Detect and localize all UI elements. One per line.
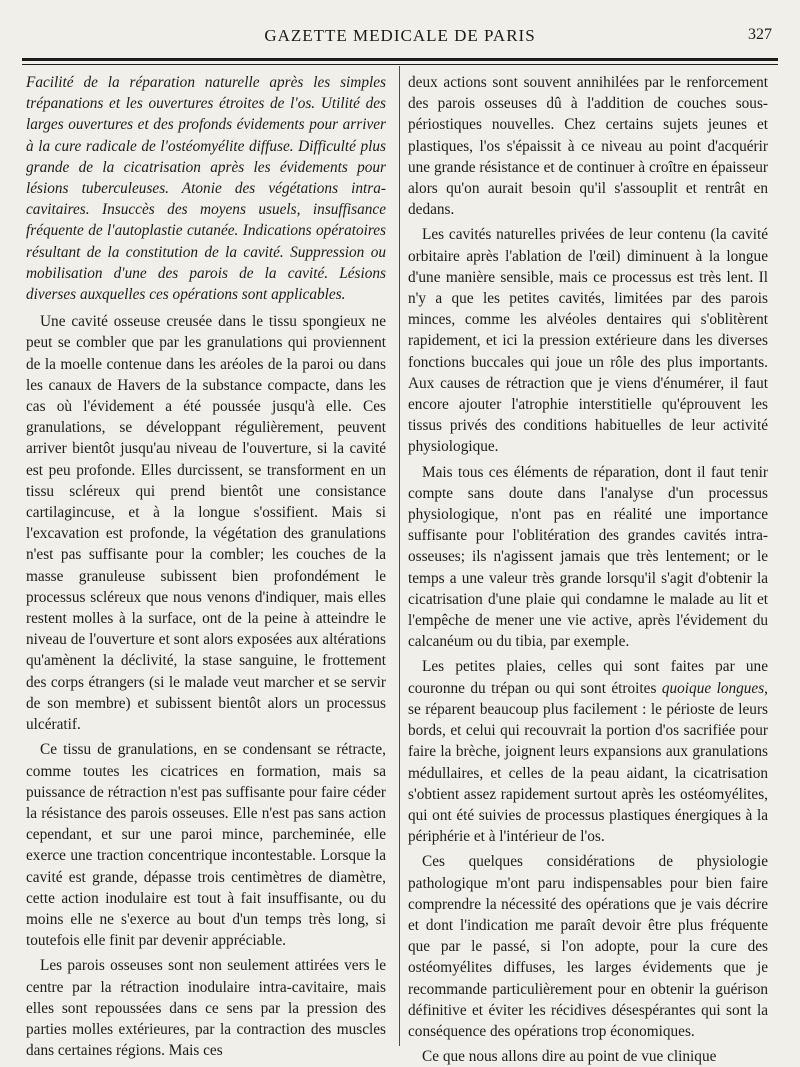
body-paragraph: Les parois osseuses sont non seulement attirées vers le centre par la rétraction inodulaire intra-cavitaire, mais elles sont repoussées dans ce sens par la pression des parties molles extérieures, par la contraction des muscles dans certaines régions. Mais ces (26, 957, 386, 1060)
italic-phrase: quoique longues (661, 679, 765, 697)
left-column (26, 72, 386, 1060)
section-summary: Facilité de la réparation naturelle après les simples trépanations et les ouvertures étroites de l'os. Utilité des larges ouvertures et des profonds évidements pour arriver à la cure radicale de l'ostéomyélite diffuse. Difficulté plus grande de la cicatrisation après les évidements pour lésions tuberculeuses. Atonie des végétations intra-cavitaires. Insuccès des moyens usuels, insuffisance fréquente de l'autoplastie cutanée. Indications opératoires résultant de la constitution de la cavité. Suppression ou mobilisation d'une des parois de la cavité. Lésions diverses auxquelles ces opérations sont applicables. (26, 74, 386, 304)
paragraph-text: , se réparent beaucoup plus facilement : le périoste de leurs bords, et celui qui recouvrait la portion d'os sacrifiée pour faire la brèche, joignent leurs expansions aux granulations médullaires, et celles de la peau aidant, la cicatrisation s'obtient assez rapidement surtout après les ostéomyélites, qui ont été suivies de processus plastiques énergiques à la périphérie et à l'intérieur de l'os. (408, 679, 768, 846)
body-paragraph (408, 656, 768, 847)
body-paragraph: Mais tous ces éléments de réparation, dont il faut tenir compte sans doute dans l'analyse d'un processus physiologique, n'ont pas en réalité une importance suffisante pour l'oblitération des grandes cavités intra-osseuses; ils n'agissent jamais que très lentement; or le temps a une valeur très grande lorsqu'il s'agit d'obtenir la cicatrisation d'une plaie qui condamne le malade au lit et l'empêche de mener une vie active, après l'évidement du calcanéum ou du tibia, par exemple. (408, 463, 768, 651)
header-rule-thick (22, 58, 778, 61)
running-header (20, 26, 780, 50)
right-column (408, 72, 768, 1066)
journal-title: GAZETTE MEDICALE DE PARIS (264, 26, 536, 45)
body-paragraph: Une cavité osseuse creusée dans le tissu spongieux ne peut se combler que par les granulations qui proviennent de la moelle contenue dans les aréoles de la paroi ou dans les canaux de Havers de la substance compacte, dans les cas où l'évidement a été poussée jusqu'à elle. Ces granulations, se développant régulièrement, peuvent arriver bientôt jusqu'au niveau de l'ouverture, si la cavité est peu profonde. Elles durcissent, se transforment en un tissu scléreux qui prend bientôt une consistance cartilagincuse, et à la longue s'ossifient. Mais si l'excavation est profonde, la végétation des granulations n'est pas suffisante pour la combler; les couches de la masse granuleuse subissent bien profondément le processus scléreux que nous venons d'indiquer, mais elles restent molles à la surface, ont de la peine à atteindre le niveau de l'ouverture et sont alors exposées aux altérations qu'amènent la déclivité, la stase sanguine, le frottement des corps étrangers (si le malade veut marcher et se servir de son membre) et subissent bientôt alors un processus ulcératif. (26, 313, 386, 734)
body-paragraph: Ce que nous allons dire au point de vue clinique (422, 1048, 717, 1066)
header-rule-thin (22, 64, 778, 65)
body-paragraph: deux actions sont souvent annihilées par le renforcement des parois osseuses dû à l'addition de couches sous-périostiques nouvelles. Chez certains sujets jeunes et plastiques, l'os s'épaissit à ce niveau au point d'acquérir une grande résistance et de continuer à croître en épaisseur alors qu'on aurait besoin qu'il s'assouplit et rentrât en dedans. (408, 74, 768, 219)
body-paragraph: Les cavités naturelles privées de leur contenu (la cavité orbitaire après l'ablation de l'œil) diminuent à la longue d'une manière sensible, mais ce processus est très lent. Il n'y a que les petites cavités, limitées par des parois minces, comme les alvéoles dentaires qui s'oblitèrent rapidement, et ici la pression extérieure dans les diverses fonctions buccales qui joue un rôle des plus importants. Aux causes de rétraction que je viens d'énumérer, il faut encore ajouter l'atrophie interstitielle qu'éprouvent les tissus privés des conditions habituelles de leur activité physiologique. (408, 226, 768, 456)
page-number: 327 (748, 26, 772, 43)
column-divider (399, 66, 400, 1046)
paragraph-text: Les petites plaies, celles qui sont faites par une couronne du trépan ou qui sont étroites (408, 658, 768, 697)
body-paragraph: Ces quelques considérations de physiologie pathologique m'ont paru indispensables pour bien faire comprendre la nécessité des opérations que je vais décrire et dont l'indication me paraît devoir être plus fréquente que par le passé, si l'on adopte, pour la cure des ostéomyélites diffuses, les larges évidements que je recommande particulièrement pour en obtenir la guérison définitive et éviter les récidives désespérantes qui sont la conséquence des opérations trop économiques. (408, 853, 768, 1040)
body-paragraph: Ce tissu de granulations, en se condensant se rétracte, comme toutes les cicatrices en formation, mais sa puissance de rétraction n'est pas suffisante pour faire céder la résistance des parois osseuses. Elle n'est pas sans action cependant, et sur une paroi mince, parcheminée, elle exerce une traction concentrique incontestable. Lorsque la cavité est grande, dépasse trois centimètres de diamètre, cette action inodulaire est tout à fait insuffisante, ou du moins elle ne s'exerce au bout d'un temps très long, si toutefois elle finit par devenir appréciable. (26, 741, 386, 950)
